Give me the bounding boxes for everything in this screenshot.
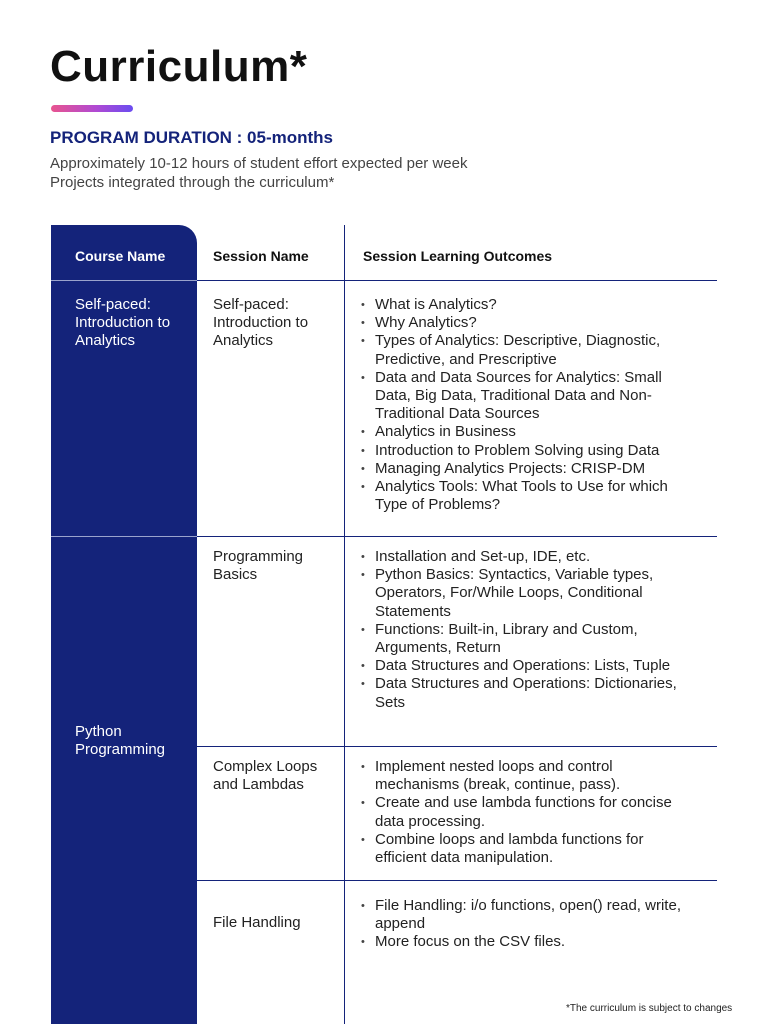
outcome-item: • Analytics in Business [361, 423, 691, 441]
outcome-item: • Data and Data Sources for Analytics: Small Data, Big Data, Traditional Data and Non-Traditional Data Sources [361, 369, 691, 424]
title-accent-bar [51, 105, 133, 112]
course-header-divider [51, 280, 197, 281]
header-divider [197, 280, 717, 281]
course-name-cell: Python Programming [75, 723, 166, 758]
footnote: *The curriculum is subject to changes [566, 1003, 733, 1014]
outcome-item: • Managing Analytics Projects: CRISP-DM [361, 460, 691, 478]
outcomes-list [361, 296, 691, 514]
row-divider [197, 880, 717, 881]
outcome-item: • What is Analytics? [361, 296, 691, 314]
outcome-item: • Introduction to Problem Solving using Data [361, 442, 691, 460]
course-row-divider [51, 536, 197, 537]
outcomes-list [361, 897, 691, 952]
program-duration: PROGRAM DURATION : 05-months [50, 128, 334, 147]
outcome-item: • Functions: Built-in, Library and Custom, Arguments, Return [361, 621, 691, 657]
column-divider [344, 225, 345, 1024]
outcome-item: • Data Structures and Operations: Lists, Tuple [361, 657, 691, 675]
session-name-cell: Programming Basics [213, 548, 304, 583]
outcome-item: • Why Analytics? [361, 314, 691, 332]
outcome-item: • Analytics Tools: What Tools to Use for which Type of Problems? [361, 478, 691, 514]
session-name-cell: File Handling [213, 914, 301, 931]
page-title: Curriculum* [50, 42, 308, 91]
outcome-item: • Data Structures and Operations: Dictionaries, Sets [361, 675, 691, 711]
header-course-name: Course Name [75, 248, 166, 264]
outcome-item: • File Handling: i/o functions, open() read, write, append [361, 897, 691, 933]
outcome-item: • Types of Analytics: Descriptive, Diagnostic, Predictive, and Prescriptive [361, 332, 691, 368]
outcomes-list [361, 758, 691, 867]
session-name-cell: Self-paced: Introduction to Analytics [213, 296, 309, 349]
outcomes-list [361, 548, 691, 712]
outcome-item: • Installation and Set-up, IDE, etc. [361, 548, 691, 566]
outcome-item: • Create and use lambda functions for concise data processing. [361, 794, 691, 830]
course-name-cell: Self-paced: Introduction to Analytics [75, 296, 171, 349]
outcome-item: • Implement nested loops and control mechanisms (break, continue, pass). [361, 758, 691, 794]
header-session-name: Session Name [213, 248, 309, 264]
row-divider [197, 536, 717, 537]
projects-note: Projects integrated through the curriculum* [50, 174, 335, 191]
header-learning-outcomes: Session Learning Outcomes [363, 248, 553, 264]
outcome-item: • More focus on the CSV files. [361, 933, 691, 951]
outcome-item: • Python Basics: Syntactics, Variable types, Operators, For/While Loops, Conditional Statements [361, 566, 691, 621]
row-divider [197, 746, 717, 747]
session-name-cell: Complex Loops and Lambdas [213, 758, 318, 793]
outcome-item: • Combine loops and lambda functions for efficient data manipulation. [361, 831, 691, 867]
effort-note: Approximately 10-12 hours of student effort expected per week [50, 155, 468, 172]
